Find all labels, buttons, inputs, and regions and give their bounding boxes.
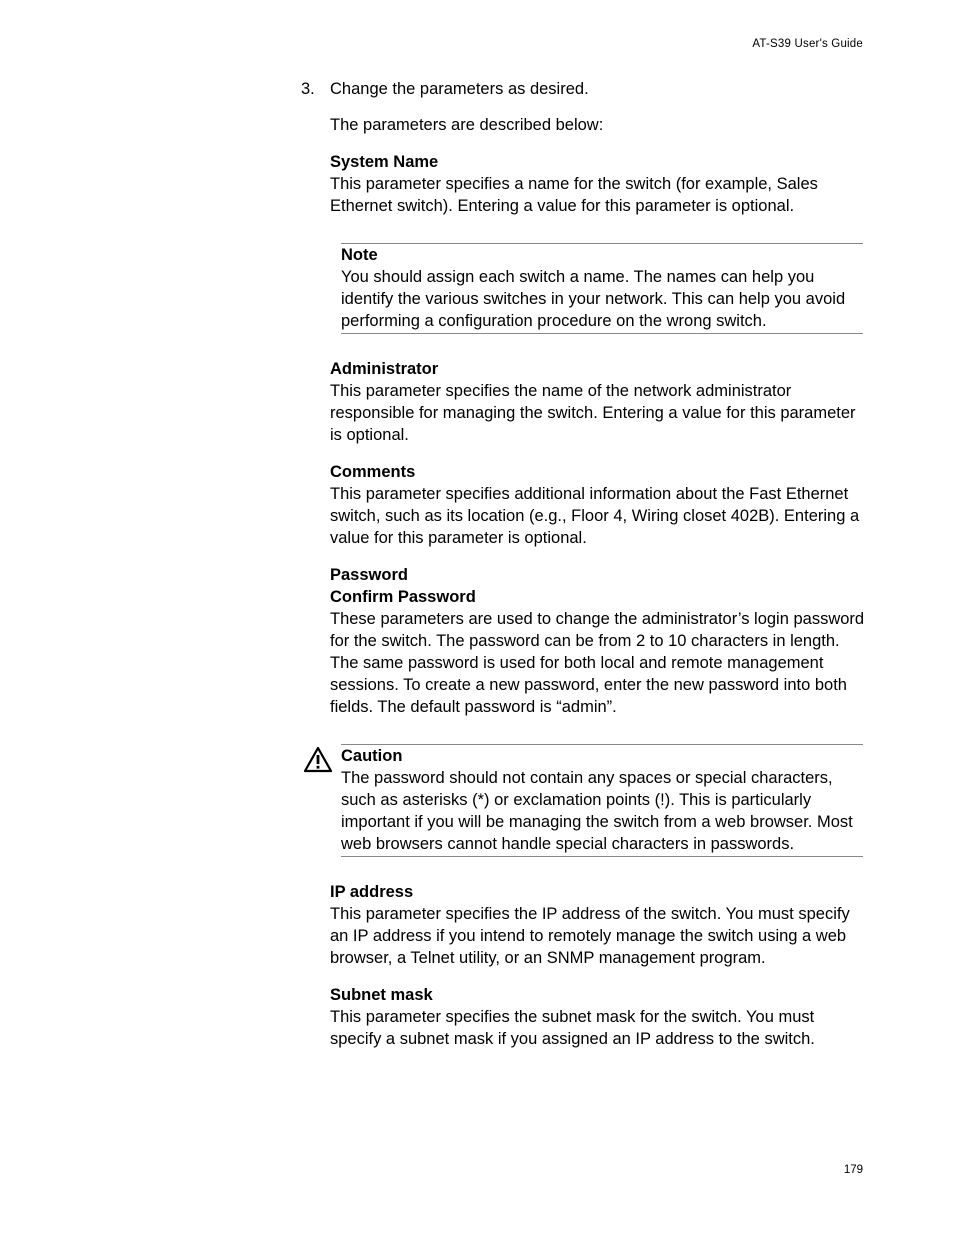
page-number: 179: [843, 1164, 863, 1176]
note-box: [341, 243, 863, 334]
param-ip-address: [330, 881, 870, 969]
param-title: IP address: [330, 883, 414, 901]
note-title: Note: [341, 246, 378, 264]
param-title: Comments: [330, 463, 416, 481]
step-text: Change the parameters as desired.: [330, 80, 589, 98]
param-body: This parameter specifies additional information about the Fast Ethernet switch, such as its location (e.g., Floor 4, Wiring closet 402B). Entering a value for this parameter is optional.: [330, 485, 860, 547]
running-header: AT-S39 User's Guide: [752, 38, 863, 50]
caution-body: The password should not contain any spaces or special characters, such as asterisks (*) or exclamation points (!). This is particularly important if you will be managing the switch from a web browser. Most web browsers cannot handle special characters in passwords.: [341, 769, 853, 853]
note-body: You should assign each switch a name. The names can help you identify the various switches in your network. This can help you avoid performing a configuration procedure on the wrong switch.: [341, 268, 846, 330]
param-body: This parameter specifies the name of the network administrator responsible for managing the switch. Entering a value for this parameter is optional.: [330, 382, 856, 444]
param-subnet-mask: [330, 984, 870, 1050]
param-body: This parameter specifies the IP address of the switch. You must specify an IP address if you intend to remotely manage the switch using a web browser, a Telnet utility, or an SNMP management program.: [330, 905, 850, 967]
param-title: Subnet mask: [330, 986, 433, 1004]
param-system-name: [330, 151, 870, 217]
step-number: 3.: [301, 80, 315, 98]
param-body: This parameter specifies a name for the switch (for example, Sales Ethernet switch). Entering a value for this parameter is optional.: [330, 175, 818, 215]
param-title: System Name: [330, 153, 439, 171]
param-title: Administrator: [330, 360, 439, 378]
param-administrator: [330, 358, 870, 446]
page-content: [301, 78, 870, 1065]
step-3: [301, 78, 870, 100]
param-title-confirm: Confirm Password: [330, 588, 476, 606]
param-body: This parameter specifies the subnet mask for the switch. You must specify a subnet mask if you assigned an IP address to the switch.: [330, 1008, 815, 1048]
param-title: Password: [330, 566, 408, 584]
intro-text: The parameters are described below:: [330, 116, 604, 134]
param-password: [330, 564, 870, 718]
param-comments: [330, 461, 870, 549]
param-body: These parameters are used to change the administrator’s login password for the switch. The password can be from 2 to 10 characters in length. The same password is used for both local and remote management sessions. To create a new password, enter the new password into both fields. The default password is “admin”.: [330, 610, 865, 716]
warning-triangle-icon: [303, 746, 333, 773]
caution-box: [341, 744, 863, 857]
caution-title: Caution: [341, 747, 403, 765]
